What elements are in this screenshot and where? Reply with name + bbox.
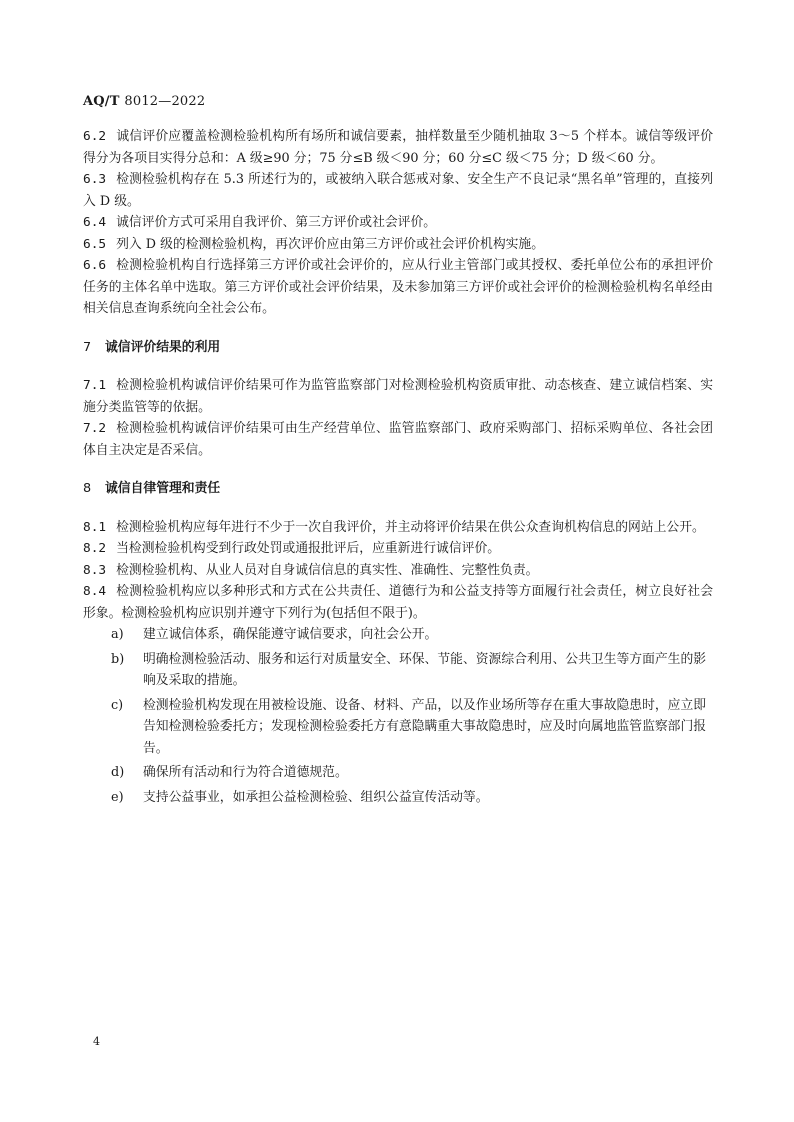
standard-number: 8012—2022 xyxy=(124,94,206,109)
section-8-heading: 8 诚信自律管理和责任 xyxy=(83,481,221,496)
clause-8-2: 8.2 当检测检验机构受到行政处罚或通报批评后，应重新进行诚信评价。 xyxy=(83,541,501,556)
page-number: 4 xyxy=(93,1035,100,1048)
section-7-heading: 7 诚信评价结果的利用 xyxy=(83,339,221,355)
clause-6-3: 6.3 检测检验机构存在 5.3 所述行为的，或被纳入联合惩戒对象、安全生产不良记录“黑名单”管理的，直接列入 D 级。 xyxy=(83,172,713,209)
clause-7-1: 7.1 检测检验机构诚信评价结果可作为监管监察部门对检测检验机构资质审批、动态核查、建立诚信档案、实施分类监管等的依据。 xyxy=(83,378,713,415)
document-body xyxy=(83,126,713,811)
list-item: a) 建立诚信体系，确保能遵守诚信要求，向社会公开。 xyxy=(111,627,438,642)
clause-6-2: 6.2 诚信评价应覆盖检测检验机构所有场所和诚信要素，抽样数量至少随机抽取 3～5 个样本。诚信等级评价得分为各项目实得分总和：A 级≥90 分；75 分≤B 级＜90 分；60 分≤C 级＜75 分；D 级＜60 分。 xyxy=(83,129,713,166)
standard-prefix: AQ/T xyxy=(83,94,120,109)
clause-6-4: 6.4 诚信评价方式可采用自我评价、第三方评价或社会评价。 xyxy=(83,215,437,230)
behavior-list xyxy=(83,624,713,808)
standard-header xyxy=(83,94,205,109)
list-item: b) 明确检测检验活动、服务和运行对质量安全、环保、节能、资源综合利用、公共卫生等方面产生的影响及采取的措施。 xyxy=(111,651,707,688)
clause-8-3: 8.3 检测检验机构、从业人员对自身诚信信息的真实性、准确性、完整性负责。 xyxy=(83,562,539,578)
clause-6-5: 6.5 列入 D 级的检测检验机构，再次评价应由第三方评价或社会评价机构实施。 xyxy=(83,236,545,252)
list-item: e) 支持公益事业，如承担公益检测检验、组织公益宣传活动等。 xyxy=(111,789,489,805)
clause-7-2: 7.2 检测检验机构诚信评价结果可由生产经营单位、监管监察部门、政府采购部门、招标采购单位、各社会团体自主决定是否采信。 xyxy=(83,421,713,458)
clause-6-6: 6.6 检测检验机构自行选择第三方评价或社会评价的，应从行业主管部门或其授权、委托单位公布的承担评价任务的主体名单中选取。第三方评价或社会评价结果，及未参加第三方评价或社会评价的检测检验机构名单经由相关信息查询系统向全社会公布。 xyxy=(83,258,713,316)
list-item: c) 检测检验机构发现在用被检设施、设备、材料、产品，以及作业场所等存在重大事故隐患时，应立即告知检测检验委托方；发现检测检验委托方有意隐瞒重大事故隐患时，应及时向属地监管监察部门报告。 xyxy=(111,697,707,756)
list-item: d) 确保所有活动和行为符合道德规范。 xyxy=(111,765,348,780)
clause-8-4: 8.4 检测检验机构应以多种形式和方式在公共责任、道德行为和公益支持等方面履行社会责任，树立良好社会形象。检测检验机构应识别并遵守下列行为(包括但不限于)。 xyxy=(83,584,713,621)
clause-8-1: 8.1 检测检验机构应每年进行不少于一次自我评价，并主动将评价结果在供公众查询机构信息的网站上公开。 xyxy=(83,519,705,535)
